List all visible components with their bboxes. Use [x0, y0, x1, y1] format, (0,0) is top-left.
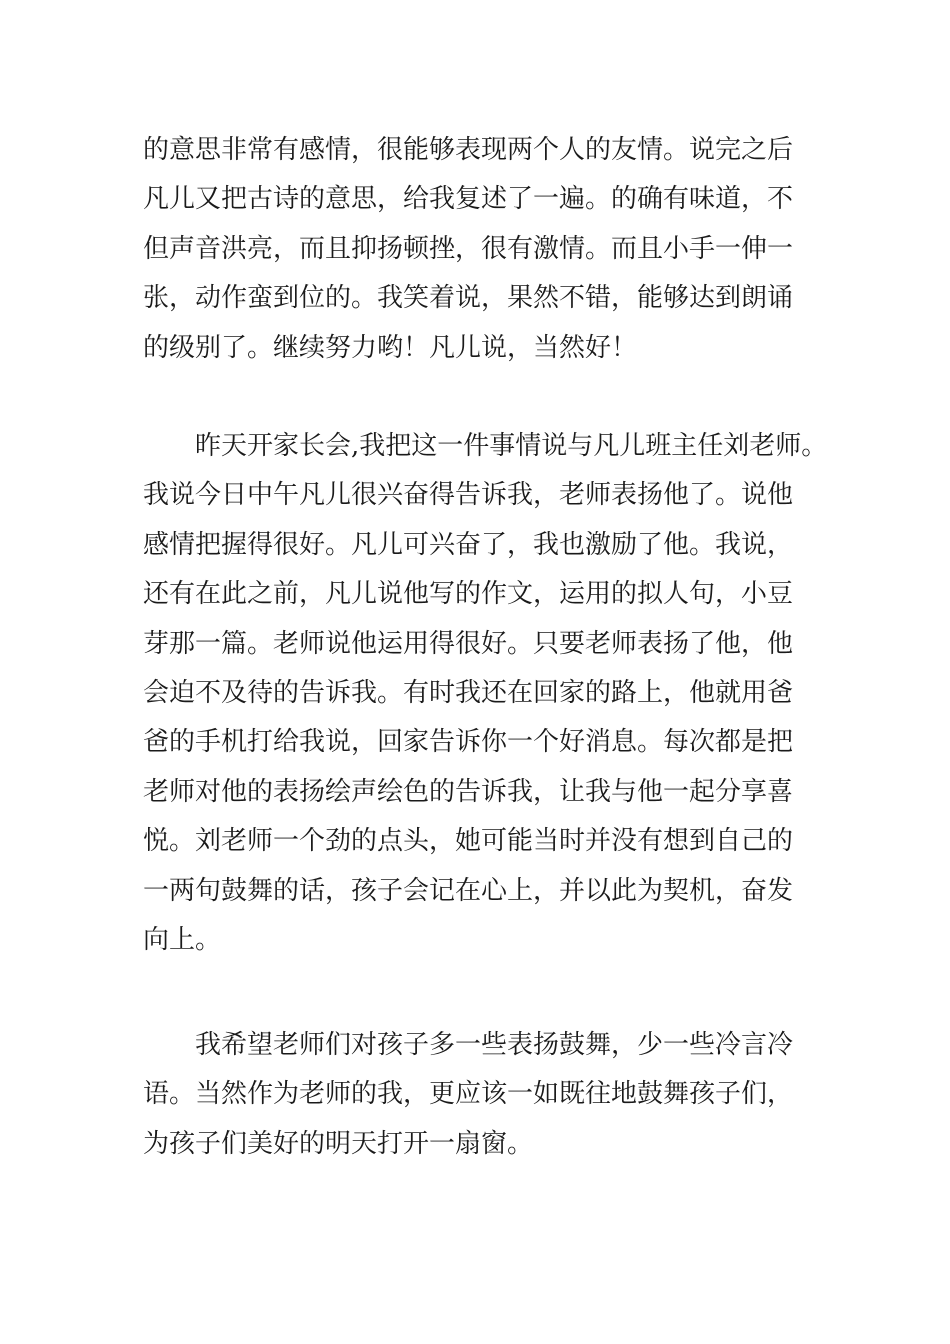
paragraph-line: 感情把握得很好。凡儿可兴奋了，我也激励了他。我说， — [143, 529, 794, 560]
paragraph-line: 芽那一篇。老师说他运用得很好。只要老师表扬了他，他 — [143, 628, 794, 659]
paragraph-line: 我希望老师们对孩子多一些表扬鼓舞，少一些冷言冷 — [195, 1030, 794, 1060]
paragraph-line: 会迫不及待的告诉我。有时我还在回家的路上，他就用爸 — [143, 677, 794, 708]
paragraph-line: 老师对他的表扬绘声绘色的告诉我，让我与他一起分享喜 — [143, 776, 794, 807]
paragraph-line: 悦。刘老师一个劲的点头，她可能当时并没有想到自己的 — [143, 826, 794, 857]
paragraph-line: 为孩子们美好的明天打开一扇窗。 — [143, 1128, 534, 1159]
paragraph-line: 还有在此之前，凡儿说他写的作文，运用的拟人句，小豆 — [143, 579, 794, 610]
paragraph-1 — [143, 126, 823, 373]
paragraph-line: 一两句鼓舞的话，孩子会记在心上，并以此为契机，奋发 — [143, 875, 794, 906]
paragraph-line: 的意思非常有感情，很能够表现两个人的友情。说完之后 — [143, 135, 794, 165]
paragraph-line: 向上。 — [143, 924, 222, 955]
paragraph-line: 爸的手机打给我说，回家告诉你一个好消息。每次都是把 — [143, 727, 794, 758]
paragraph-line: 昨天开家长会,我把这一件事情说与凡儿班主任刘老师。 — [195, 431, 828, 461]
paragraph-line: 的级别了。继续努力哟！凡儿说，当然好！ — [143, 332, 638, 363]
paragraph-line: 语。当然作为老师的我，更应该一如既往地鼓舞孩子们， — [143, 1079, 794, 1110]
paragraph-line: 我说今日中午凡儿很兴奋得告诉我，老师表扬他了。说他 — [143, 480, 794, 511]
paragraph-line: 但声音洪亮，而且抑扬顿挫，很有激情。而且小手一伸一 — [143, 233, 794, 264]
paragraph-line: 凡儿又把古诗的意思，给我复述了一遍。的确有味道，不 — [143, 184, 794, 215]
paragraph-2 — [143, 422, 828, 965]
paragraph-line: 张，动作蛮到位的。我笑着说，果然不错，能够达到朗诵 — [143, 283, 794, 314]
paragraph-3 — [143, 1021, 823, 1169]
